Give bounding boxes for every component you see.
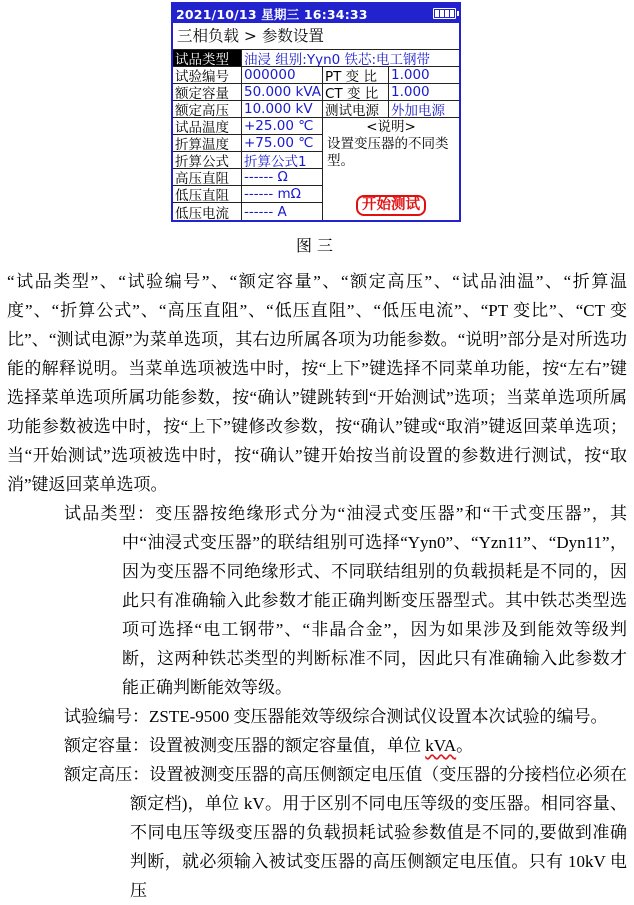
parameter-table: [173, 49, 459, 220]
menu-item-eding-rongliang[interactable]: 额定容量: [173, 84, 242, 101]
p4-text: 额定容量：设置被测变压器的额定容量值，单位: [64, 736, 426, 755]
value-ct-ratio: 1.000: [389, 84, 459, 101]
battery-bar: [450, 10, 454, 17]
value-zhesuan-wendu: +75.00 ℃: [242, 135, 323, 152]
menu-item-pt-ratio[interactable]: PT 变 比: [323, 67, 389, 84]
paragraph-shipin-leixing: 试品类型：变压器按绝缘形式分为“油浸式变压器”和“干式变压器”，其中“油浸式变压器”的联结组别可选择“Yyn0”、“Yzn11”、“Dyn11”，因为变压器不同绝缘形式、不同联结组别的负载损耗是不同的，因此只有准确输入此参数才能正确判断变压器型式。其中铁芯类型选项可选择“电工钢带”、“非晶合金”，因为如果涉及到能效等级判断，这两种铁芯类型的判断标准不同，因此只有准确输入此参数才能正确判断能效等级。: [64, 504, 627, 697]
device-status-bar: [173, 4, 459, 23]
help-text: 设置变压器的不同类型。: [327, 136, 449, 169]
status-datetime: 2021/10/13 星期三 16:34:33: [176, 6, 368, 22]
menu-item-eding-gaoya[interactable]: 额定高压: [173, 101, 242, 118]
value-ceshi-dianyuan: 外加电源: [389, 101, 459, 118]
value-eding-gaoya: 10.000 kV: [242, 101, 323, 118]
value-shiyan-bianhao: 000000: [242, 67, 323, 84]
menu-item-diya-dianliu[interactable]: 低压电流: [173, 203, 242, 220]
paragraph-menu-overview: “试品类型”、“试验编号”、“额定容量”、“额定高压”、“试品油温”、“折算温度”、“折算公式”、“高压直阻”、“低压直阻”、“低压电流”、“PT 变比”、“CT 变比”、“测试电源”为菜单选项，其右边所属各项为功能参数。“说明”部分是对所选功能的解释说明。当菜单选项被选中时，按“上下”键选择不同菜单功能，按“左右”键选择菜单选项所属功能参数，按“确认”键跳转到“开始测试”选项；当菜单选项所属功能参数被选中时，按“上下”键修改参数，按“确认”键或“取消”键返回菜单选项；当“开始测试”选项被选中时，按“确认”键开始按当前设置的参数进行测试，按“取消”键返回菜单选项。: [7, 272, 627, 494]
value-gaoya-zhizu: ------ Ω: [242, 169, 323, 186]
value-diya-zhizu: ------ mΩ: [242, 186, 323, 203]
menu-item-gaoya-zhizu[interactable]: 高压直阻: [173, 169, 242, 186]
menu-item-zhesuan-gongshi[interactable]: 折算公式: [173, 152, 242, 169]
document-body: [0, 267, 634, 905]
menu-item-diya-zhizu[interactable]: 低压直阻: [173, 186, 242, 203]
paragraph-eding-gaoya: 额定高压：设置被测变压器的高压侧额定电压值（变压器的分接档位必须在额定档)，单位 kV。用于区别不同电压等级的变压器。相同容量、不同电压等级变压器的负载损耗试验参数值是不同的,要做到准确判断，就必须输入被试变压器的高压侧额定电压值。只有 10kV 电压: [64, 765, 627, 900]
battery-icon: [433, 8, 456, 19]
value-eding-rongliang: 50.000 kVA: [242, 84, 323, 101]
value-shipin-wendu: +25.00 ℃: [242, 118, 323, 135]
value-diya-dianliu: ------ A: [242, 203, 323, 220]
menu-item-zhesuan-wendu[interactable]: 折算温度: [173, 135, 242, 152]
battery-bar: [440, 10, 444, 17]
p4-unit-kva: kVA: [425, 736, 457, 755]
breadcrumb: 三相负载 > 参数设置: [177, 27, 324, 45]
p4-period: 。: [456, 736, 474, 755]
paragraph-shiyan-bianhao: 试验编号：ZSTE-9500 变压器能效等级综合测试仪设置本次试验的编号。: [64, 707, 608, 726]
battery-bar: [435, 10, 439, 17]
menu-item-ct-ratio[interactable]: CT 变 比: [323, 84, 389, 101]
help-title: <说明>: [366, 119, 416, 135]
figure-caption: 图三: [295, 238, 338, 255]
menu-item-shipin-wendu[interactable]: 试品温度: [173, 118, 242, 135]
menu-item-ceshi-dianyuan[interactable]: 测试电源: [323, 101, 389, 118]
menu-item-shipin-leixing[interactable]: 试品类型: [173, 50, 242, 67]
start-test-button[interactable]: 开始测试: [356, 195, 426, 216]
value-pt-ratio: 1.000: [389, 67, 459, 84]
value-zhesuan-gongshi: 折算公式1: [242, 152, 323, 169]
device-screenshot: [171, 2, 461, 222]
value-shipin-leixing: 油浸 组别:Yyn0 铁芯:电工钢带: [242, 50, 459, 67]
paragraph-eding-rongliang: [64, 731, 627, 760]
battery-bar: [445, 10, 449, 17]
help-panel: [323, 118, 459, 220]
menu-item-shiyan-bianhao[interactable]: 试验编号: [173, 67, 242, 84]
